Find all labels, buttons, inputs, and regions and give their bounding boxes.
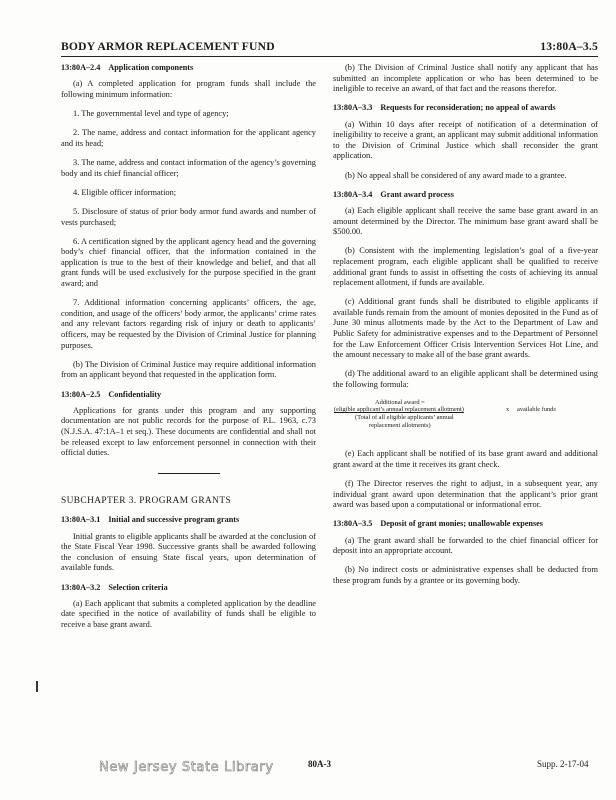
list-item: 5. Disclosure of status of prior body armor fund awards and number of vests purchased; [61, 206, 316, 227]
section-heading-3-1: 13:80A–3.1 Initial and successive program grants [61, 515, 240, 525]
list-item: 2. The name, address and contact information for the applicant agency and its head; [61, 128, 316, 148]
list-item: 3. The name, address and contact information of the agency’s governing body and its chief financial officer; [61, 157, 316, 178]
list-item: 6. A certification signed by the applicant agency head and the governing body’s chief financial officer, that the information contained in the application is true to the best of their knowledge and belief, and that all grant funds will be used exclusively for the purpose specified in the grant award; and [61, 236, 316, 289]
formula-denominator-cont: replacement allotments) [369, 422, 431, 430]
section-heading-2-4: 13:80A–2.4 Application components [61, 63, 194, 72]
formula-denominator: (Total of all eligible applicants’ annual [355, 414, 454, 422]
formula-operator: x [506, 406, 510, 414]
left-column [61, 63, 316, 639]
paragraph: (f) The Director reserves the right to adjust, in a subsequent year, any individual grant award upon determination that the applicant’s prior grant award was based upon a computational or informational error. [333, 479, 598, 510]
library-watermark: New Jersey State Library [99, 760, 274, 775]
section-heading-3-2: 13:80A–3.2 Selection criteria [61, 582, 168, 592]
paragraph: (b) No indirect costs or administrative expenses shall be deducted from these program funds by a grantee or its governing body. [333, 565, 598, 585]
supplement-date: Supp. 2-17-04 [537, 759, 589, 769]
right-column [333, 63, 598, 595]
margin-mark [36, 681, 38, 692]
paragraph: (a) A completed application for program funds shall include the following minimum information: [61, 79, 316, 99]
paragraph: (b) Consistent with the implementing legislation’s goal of a five-year replacement program, each eligible applicant shall be qualified to receive additional grant funds to assist in offsetting the costs of achieving its annual replacement allotment, if funds are available. [333, 246, 598, 288]
paragraph: (b) No appeal shall be considered of any award made to a grantee. [345, 170, 567, 180]
formula-label: Additional award = [375, 399, 425, 407]
subchapter-heading: SUBCHAPTER 3. PROGRAM GRANTS [61, 495, 232, 506]
page-number: 80A-3 [308, 759, 331, 769]
paragraph: (b) The Division of Criminal Justice shall notify any applicant that has submitted an incomplete application or who has been determined to be ineligible to receive an award, of that fact and the reasons therefor. [333, 63, 598, 94]
paragraph: (e) Each applicant shall be notified of its base grant award and additional grant award at the time it receives its grant check. [333, 449, 598, 469]
paragraph: (a) Within 10 days after receipt of notification of a determination of ineligibility to receive a grant, an applicant may submit additional information to the Division of Criminal Justice which shall reconsider the grant application. [333, 119, 598, 161]
paragraph: Applications for grants under this program and any supporting documentation are not public records for the purpose of P.L. 1963, c.73 (N.J.S.A. 47:1A–1 et seq.). These documents are confidential and shall not be released except to law enforcement personnel in connection with their official duties. [61, 405, 316, 458]
header-section-range: 13:80A–3.5 [540, 40, 598, 53]
section-heading-2-5: 13:80A–2.5 Confidentiality [61, 389, 162, 399]
section-heading-3-4: 13:80A–3.4 Grant award process [333, 189, 454, 199]
section-heading-3-5: 13:80A–3.5 Deposit of grant monies; unallowable expenses [333, 519, 543, 529]
list-item: 1. The governmental level and type of agency; [73, 108, 229, 118]
paragraph: Initial grants to eligible applicants shall be awarded at the conclusion of the State Fiscal Year 1998. Successive grants shall be awarded following the conclusion of ensuing State fiscal years, upon determination of available funds. [61, 531, 316, 573]
paragraph: (d) The additional award to an eligible applicant shall be determined using the following formula: [333, 369, 598, 390]
section-divider [158, 473, 220, 474]
paragraph: (a) The grant award shall be forwarded to the chief financial officer for deposit into an appropriate account. [333, 535, 598, 556]
list-item: 7. Additional information concerning applicants’ officers, the age, condition, and usage of the officers’ body armor, the applicants’ crime rates and any relevant factors regarding risk of injury or death to applicants’ officers, may be requested by the Division of Criminal Justice for planning purposes. [61, 298, 316, 350]
formula-numerator: (eligible applicant’s annual replacement allotment) [334, 406, 464, 414]
paragraph: (a) Each applicant that submits a completed application by the deadline date specified in the notice of availability of funds shall be eligible to receive a base grant award. [61, 598, 316, 629]
paragraph: (b) The Division of Criminal Justice may require additional information from an applicant beyond that requested in the application form. [61, 359, 316, 380]
running-header [61, 40, 598, 57]
formula-multiplier: available funds [517, 406, 556, 414]
paragraph: (c) Additional grant funds shall be distributed to eligible applicants if available funds remain from the amount of monies deposited in the Fund as of June 30 minus allotments made by the Act to the Department of Law and Public Safety for administrative expenses and to the Department of Personnel for the Law Enforcement Officer Crisis Intervention Services Hot Line, and the amount necessary to make all of the base grant awards. [333, 297, 598, 360]
header-title: BODY ARMOR REPLACEMENT FUND [61, 40, 275, 53]
section-heading-3-3: 13:80A–3.3 Requests for reconsideration; no appeal of awards [333, 103, 556, 113]
paragraph: (a) Each eligible applicant shall receive the same base grant award in an amount determined by the Director. The minimum base grant award shall be $500.00. [333, 205, 598, 237]
award-formula [333, 399, 598, 439]
list-item: 4. Eligible officer information; [73, 187, 177, 197]
